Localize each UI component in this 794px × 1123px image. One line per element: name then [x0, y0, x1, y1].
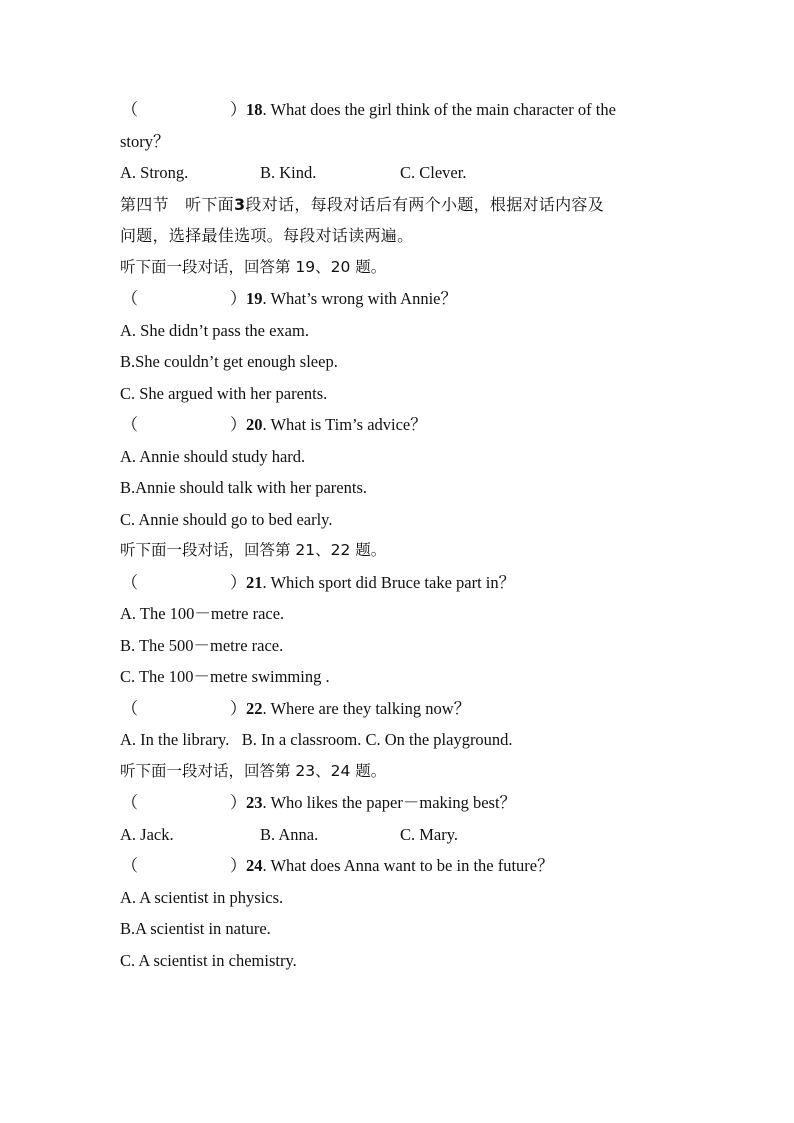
question-number: 19 [246, 289, 263, 308]
answer-paren-close: ） [230, 572, 247, 592]
dialog-1-intro: 听下面一段对话，回答第 19、20 题。 [120, 257, 387, 276]
answer-paren-open: （ [121, 100, 138, 119]
question-24 [120, 850, 680, 882]
question-18 [120, 94, 680, 126]
question-text: . What is Tim’s advice？ [262, 415, 427, 434]
question-text: . Where are they talking now？ [262, 698, 471, 718]
answer-paren-open: （ [121, 572, 138, 592]
question-20 [120, 409, 680, 441]
question-number: 20 [246, 415, 263, 434]
question-21 [120, 567, 680, 599]
question-18-continued: story？ [120, 131, 170, 151]
answer-paren-open: （ [121, 856, 138, 875]
section-heading: 第四节 [120, 194, 169, 214]
question-19 [120, 283, 680, 315]
section-4-instructions [120, 189, 680, 221]
dialog-3-intro: 听下面一段对话，回答第 23、24 题。 [120, 761, 387, 780]
question-22 [120, 693, 680, 725]
option-c: C. The 100－metre swimming . [120, 667, 330, 686]
listening-questions [120, 94, 680, 976]
question-22-options: A. In the library. B. In a classroom. C. On the playground. [120, 730, 513, 749]
option-c: C. Clever. [400, 163, 467, 182]
answer-paren-open: （ [121, 793, 138, 812]
question-number: 22 [246, 698, 263, 718]
section-4-instructions-cont: 问题，选择最佳选项。每段对话读两遍。 [120, 226, 414, 245]
question-18-options [120, 157, 680, 189]
section-text-part1: 听下面 [185, 194, 234, 214]
answer-paren-close: ） [230, 100, 247, 119]
question-number: 24 [246, 856, 263, 875]
option-b: B.A scientist in nature. [120, 919, 271, 938]
option-a: A. She didn’t pass the exam. [120, 320, 309, 340]
dialog-2-intro: 听下面一段对话，回答第 21、22 题。 [120, 541, 387, 559]
question-text: . Who likes the paper－making best？ [262, 793, 517, 812]
question-number: 21 [246, 572, 263, 592]
option-a: A. The 100－metre race. [120, 604, 285, 623]
answer-paren-close: ） [230, 793, 247, 812]
option-c: C. Mary. [400, 824, 459, 844]
section-text-part2: 段对话，每段对话后有两个小题，根据对话内容及 [245, 194, 605, 214]
question-23-options [120, 819, 680, 851]
answer-paren-open: （ [121, 289, 138, 308]
question-text: . What does Anna want to be in the future？ [262, 856, 554, 875]
answer-paren-close: ） [230, 289, 247, 308]
option-c: C. A scientist in chemistry. [120, 950, 297, 970]
answer-paren-open: （ [121, 415, 138, 434]
question-23 [120, 787, 680, 819]
option-c: C. Annie should go to bed early. [120, 509, 333, 529]
answer-paren-close: ） [230, 698, 247, 718]
question-text: . What does the girl think of the main character of the [262, 100, 616, 119]
option-a: A. A scientist in physics. [120, 887, 284, 907]
answer-paren-close: ） [230, 415, 247, 434]
option-b: B. Anna. [260, 824, 319, 844]
answer-paren-close: ） [230, 856, 247, 875]
option-c: C. She argued with her parents. [120, 383, 328, 403]
question-text: . What’s wrong with Annie？ [262, 289, 457, 308]
option-b: B. The 500－metre race. [120, 635, 284, 655]
section-count: 3 [233, 194, 246, 214]
option-b: B.Annie should talk with her parents. [120, 478, 368, 497]
question-number: 18 [246, 100, 263, 119]
question-text: . Which sport did Bruce take part in？ [262, 572, 516, 592]
option-a: A. Jack. [120, 824, 174, 844]
question-number: 23 [246, 793, 263, 812]
option-a: A. Annie should study hard. [120, 446, 306, 466]
answer-paren-open: （ [121, 698, 138, 718]
option-b: B.She couldn’t get enough sleep. [120, 352, 338, 371]
option-a: A. Strong. [120, 163, 189, 182]
option-b: B. Kind. [260, 163, 317, 182]
